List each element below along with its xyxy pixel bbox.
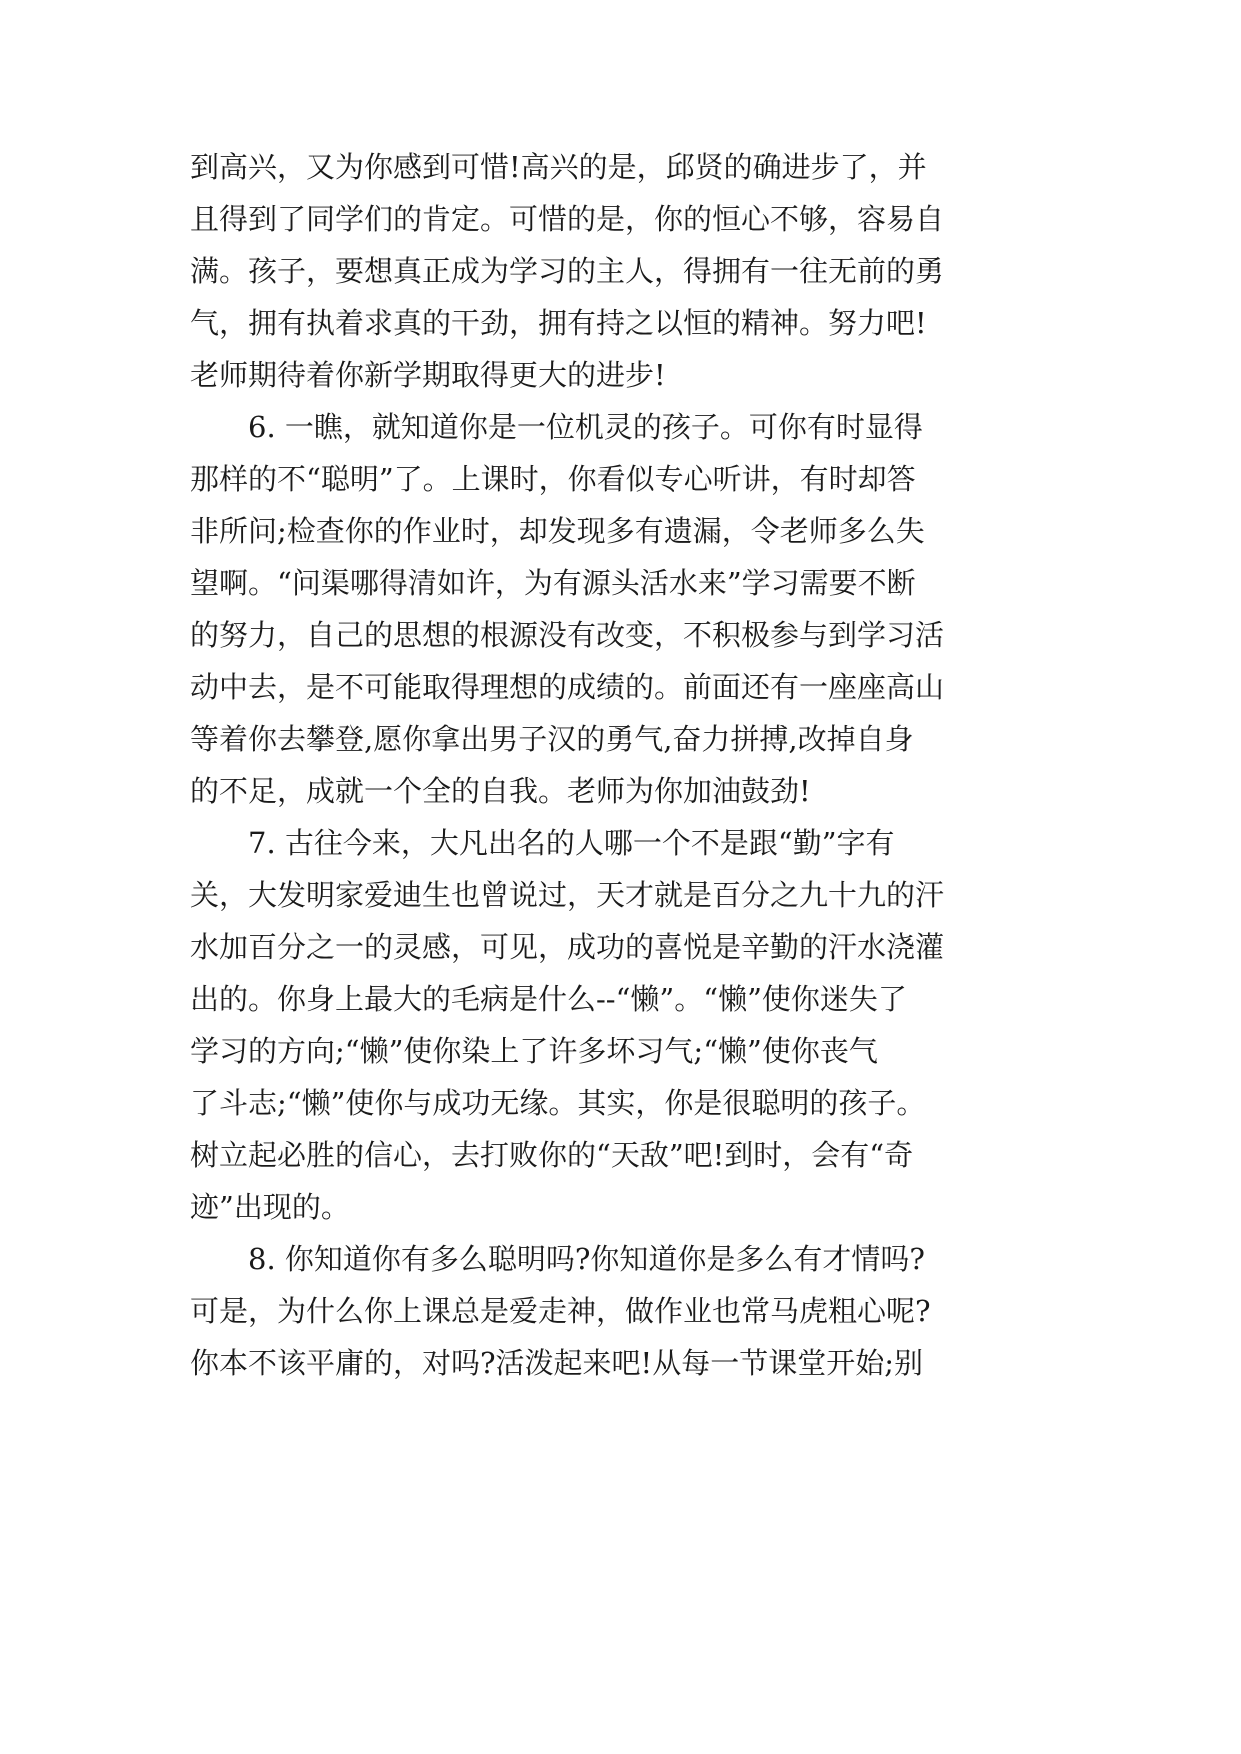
line-text: 非所问;检查你的作业时，却发现多有遗漏，令老师多么失 xyxy=(190,514,925,548)
line-text: 8. 你知道你有多么聪明吗?你知道你是多么有才情吗? xyxy=(248,1242,925,1276)
line-text: 水加百分之一的灵感，可见，成功的喜悦是辛勤的汗水浇灌 xyxy=(190,930,945,964)
line-text: 出的。你身上最大的毛病是什么--“懒”。“懒”使你迷失了 xyxy=(190,982,907,1016)
text-line xyxy=(0,866,1241,924)
text-line xyxy=(0,138,1241,196)
text-line xyxy=(0,1126,1241,1184)
line-text: 那样的不“聪明”了。上课时，你看似专心听讲，有时却答 xyxy=(190,462,916,496)
line-text: 树立起必胜的信心，去打败你的“天敌”吧!到时，会有“奇 xyxy=(190,1138,914,1172)
line-text: 6. 一瞧，就知道你是一位机灵的孩子。可你有时显得 xyxy=(248,410,923,444)
text-line xyxy=(0,346,1241,404)
line-text: 迹”出现的。 xyxy=(190,1190,350,1224)
line-text: 关，大发明家爱迪生也曾说过，天才就是百分之九十九的汗 xyxy=(190,878,945,912)
line-text: 可是，为什么你上课总是爱走神，做作业也常马虎粗心呢? xyxy=(190,1294,931,1328)
line-text: 气，拥有执着求真的干劲，拥有持之以恒的精神。努力吧! xyxy=(190,306,927,340)
line-text: 的不足，成就一个全的自我。老师为你加油鼓劲! xyxy=(190,774,811,808)
text-line xyxy=(0,710,1241,768)
line-text: 到高兴，又为你感到可惜!高兴的是，邱贤的确进步了，并 xyxy=(190,150,927,184)
text-line xyxy=(0,1230,1241,1288)
text-line xyxy=(0,918,1241,976)
text-line xyxy=(0,398,1241,456)
text-line xyxy=(0,1022,1241,1080)
text-line xyxy=(0,814,1241,872)
text-line xyxy=(0,1282,1241,1340)
text-line xyxy=(0,190,1241,248)
line-text: 满。孩子，要想真正成为学习的主人，得拥有一往无前的勇 xyxy=(190,254,945,288)
line-text: 动中去，是不可能取得理想的成绩的。前面还有一座座高山 xyxy=(190,670,945,704)
text-line xyxy=(0,970,1241,1028)
text-line xyxy=(0,1074,1241,1132)
line-text: 且得到了同学们的肯定。可惜的是，你的恒心不够，容易自 xyxy=(190,202,945,236)
line-text: 7. 古往今来，大凡出名的人哪一个不是跟“勤”字有 xyxy=(248,826,895,860)
text-line xyxy=(0,606,1241,664)
text-line xyxy=(0,450,1241,508)
line-text: 老师期待着你新学期取得更大的进步! xyxy=(190,358,666,392)
text-line xyxy=(0,554,1241,612)
line-text: 学习的方向;“懒”使你染上了许多坏习气;“懒”使你丧气 xyxy=(190,1034,878,1068)
line-text: 望啊。“问渠哪得清如许，为有源头活水来”学习需要不断 xyxy=(190,566,916,600)
text-line xyxy=(0,1334,1241,1392)
line-text: 等着你去攀登,愿你拿出男子汉的勇气,奋力拼搏,改掉自身 xyxy=(190,722,914,756)
text-line xyxy=(0,242,1241,300)
line-text: 的努力，自己的思想的根源没有改变，不积极参与到学习活 xyxy=(190,618,945,652)
text-line xyxy=(0,1178,1241,1236)
line-text: 了斗志;“懒”使你与成功无缘。其实，你是很聪明的孩子。 xyxy=(190,1086,926,1120)
text-line xyxy=(0,762,1241,820)
line-text: 你本不该平庸的，对吗?活泼起来吧!从每一节课堂开始;别 xyxy=(190,1346,923,1380)
text-line xyxy=(0,502,1241,560)
text-line xyxy=(0,658,1241,716)
text-line xyxy=(0,294,1241,352)
